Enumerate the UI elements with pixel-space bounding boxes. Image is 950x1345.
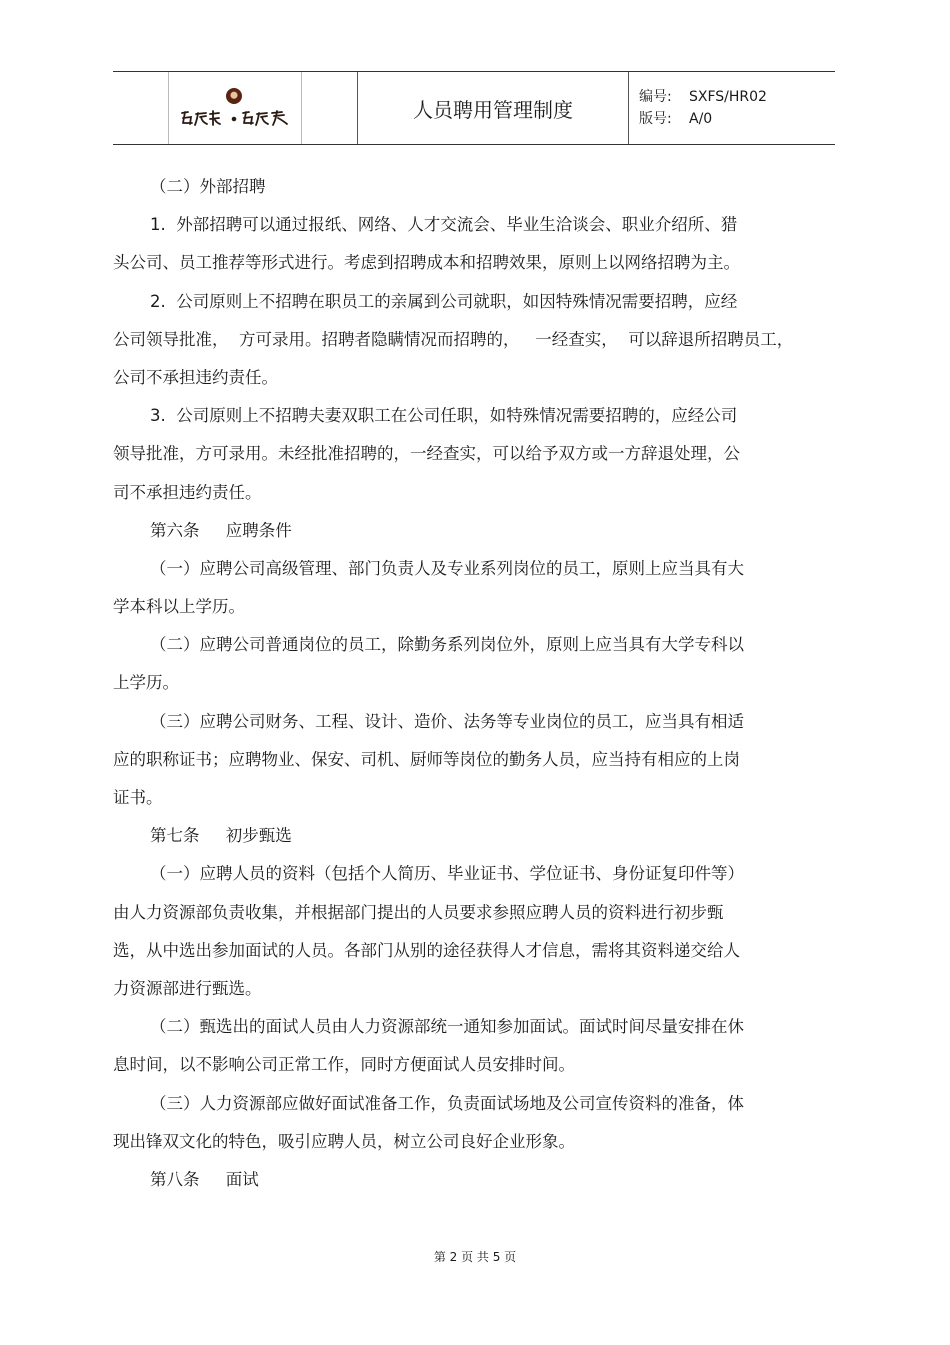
body-line: （一）应聘人员的资料（包括个人简历、毕业证书、学位证书、身份证复印件等） <box>150 864 744 884</box>
doc-number-label: 编号: <box>639 89 672 105</box>
logo-calligraphy-icon <box>179 108 291 128</box>
page-number: 第 2 页 共 5 页 <box>433 1250 517 1264</box>
body-line: （三）应聘公司财务、工程、设计、造价、法务等专业岗位的员工，应当具有相适 <box>150 711 744 731</box>
body-line: 选，从中选出参加面试的人员。各部门从别的途径获得人才信息，需将其资料递交给人 <box>113 940 740 960</box>
body-line: 上学历。 <box>113 673 179 693</box>
document-meta <box>629 72 835 144</box>
body-line: 司不承担违约责任。 <box>113 482 262 502</box>
document-body <box>113 168 835 1199</box>
document-header <box>113 71 835 145</box>
body-line: 1. 外部招聘可以通过报纸、网络、人才交流会、毕业生洽谈会、职业介绍所、猎 <box>150 215 738 235</box>
body-line: 由人力资源部负责收集，并根据部门提出的人员要求参照应聘人员的资料进行初步甄 <box>113 902 724 922</box>
body-line: 第七条 初步甄选 <box>150 826 292 846</box>
body-line: （三）人力资源部应做好面试准备工作，负责面试场地及公司宣传资料的准备，体 <box>150 1093 744 1113</box>
body-line: 应的职称证书；应聘物业、保安、司机、厨师等岗位的勤务人员，应当持有相应的上岗 <box>113 749 740 769</box>
document-title: 人员聘用管理制度 <box>357 72 629 144</box>
body-line: （二）应聘公司普通岗位的员工，除勤务系列岗位外，原则上应当具有大学专科以 <box>150 635 744 655</box>
body-line: 学本科以上学历。 <box>113 597 245 617</box>
version-label: 版号: <box>639 111 672 127</box>
logo-seal-icon <box>226 88 242 104</box>
doc-number-row <box>639 86 767 106</box>
body-line: 公司领导批准， 方可录用。招聘者隐瞒情况而招聘的， 一经查实， 可以辞退所招聘员工， <box>113 329 794 349</box>
body-line: 头公司、员工推荐等形式进行。考虑到招聘成本和招聘效果，原则上以网络招聘为主。 <box>113 253 740 273</box>
doc-number-value: SXFS/HR02 <box>689 89 767 105</box>
body-line: （一）应聘公司高级管理、部门负责人及专业系列岗位的员工，原则上应当具有大 <box>150 558 744 578</box>
company-logo <box>168 72 302 144</box>
body-line: （二）外部招聘 <box>150 177 266 196</box>
body-line: 第六条 应聘条件 <box>150 520 292 540</box>
body-line: 2. 公司原则上不招聘在职员工的亲属到公司就职，如因特殊情况需要招聘，应经 <box>150 291 738 311</box>
body-line: （二）甄选出的面试人员由人力资源部统一通知参加面试。面试时间尽量安排在休 <box>150 1017 744 1037</box>
logo-cell <box>113 72 357 144</box>
version-value: A/0 <box>689 111 713 127</box>
version-row <box>639 108 712 128</box>
body-line: 证书。 <box>113 788 163 807</box>
body-line: 息时间，以不影响公司正常工作，同时方便面试人员安排时间。 <box>113 1055 575 1075</box>
body-line: 力资源部进行甄选。 <box>113 978 262 998</box>
body-line: 公司不承担违约责任。 <box>113 367 278 387</box>
body-line: 领导批准，方可录用。未经批准招聘的，一经查实，可以给予双方或一方辞退处理，公 <box>113 444 740 464</box>
body-line: 现出锋双文化的特色，吸引应聘人员，树立公司良好企业形象。 <box>113 1131 575 1151</box>
body-line: 3. 公司原则上不招聘夫妻双职工在公司任职，如特殊情况需要招聘的，应经公司 <box>150 406 738 426</box>
body-line: 第八条 面试 <box>150 1169 259 1189</box>
